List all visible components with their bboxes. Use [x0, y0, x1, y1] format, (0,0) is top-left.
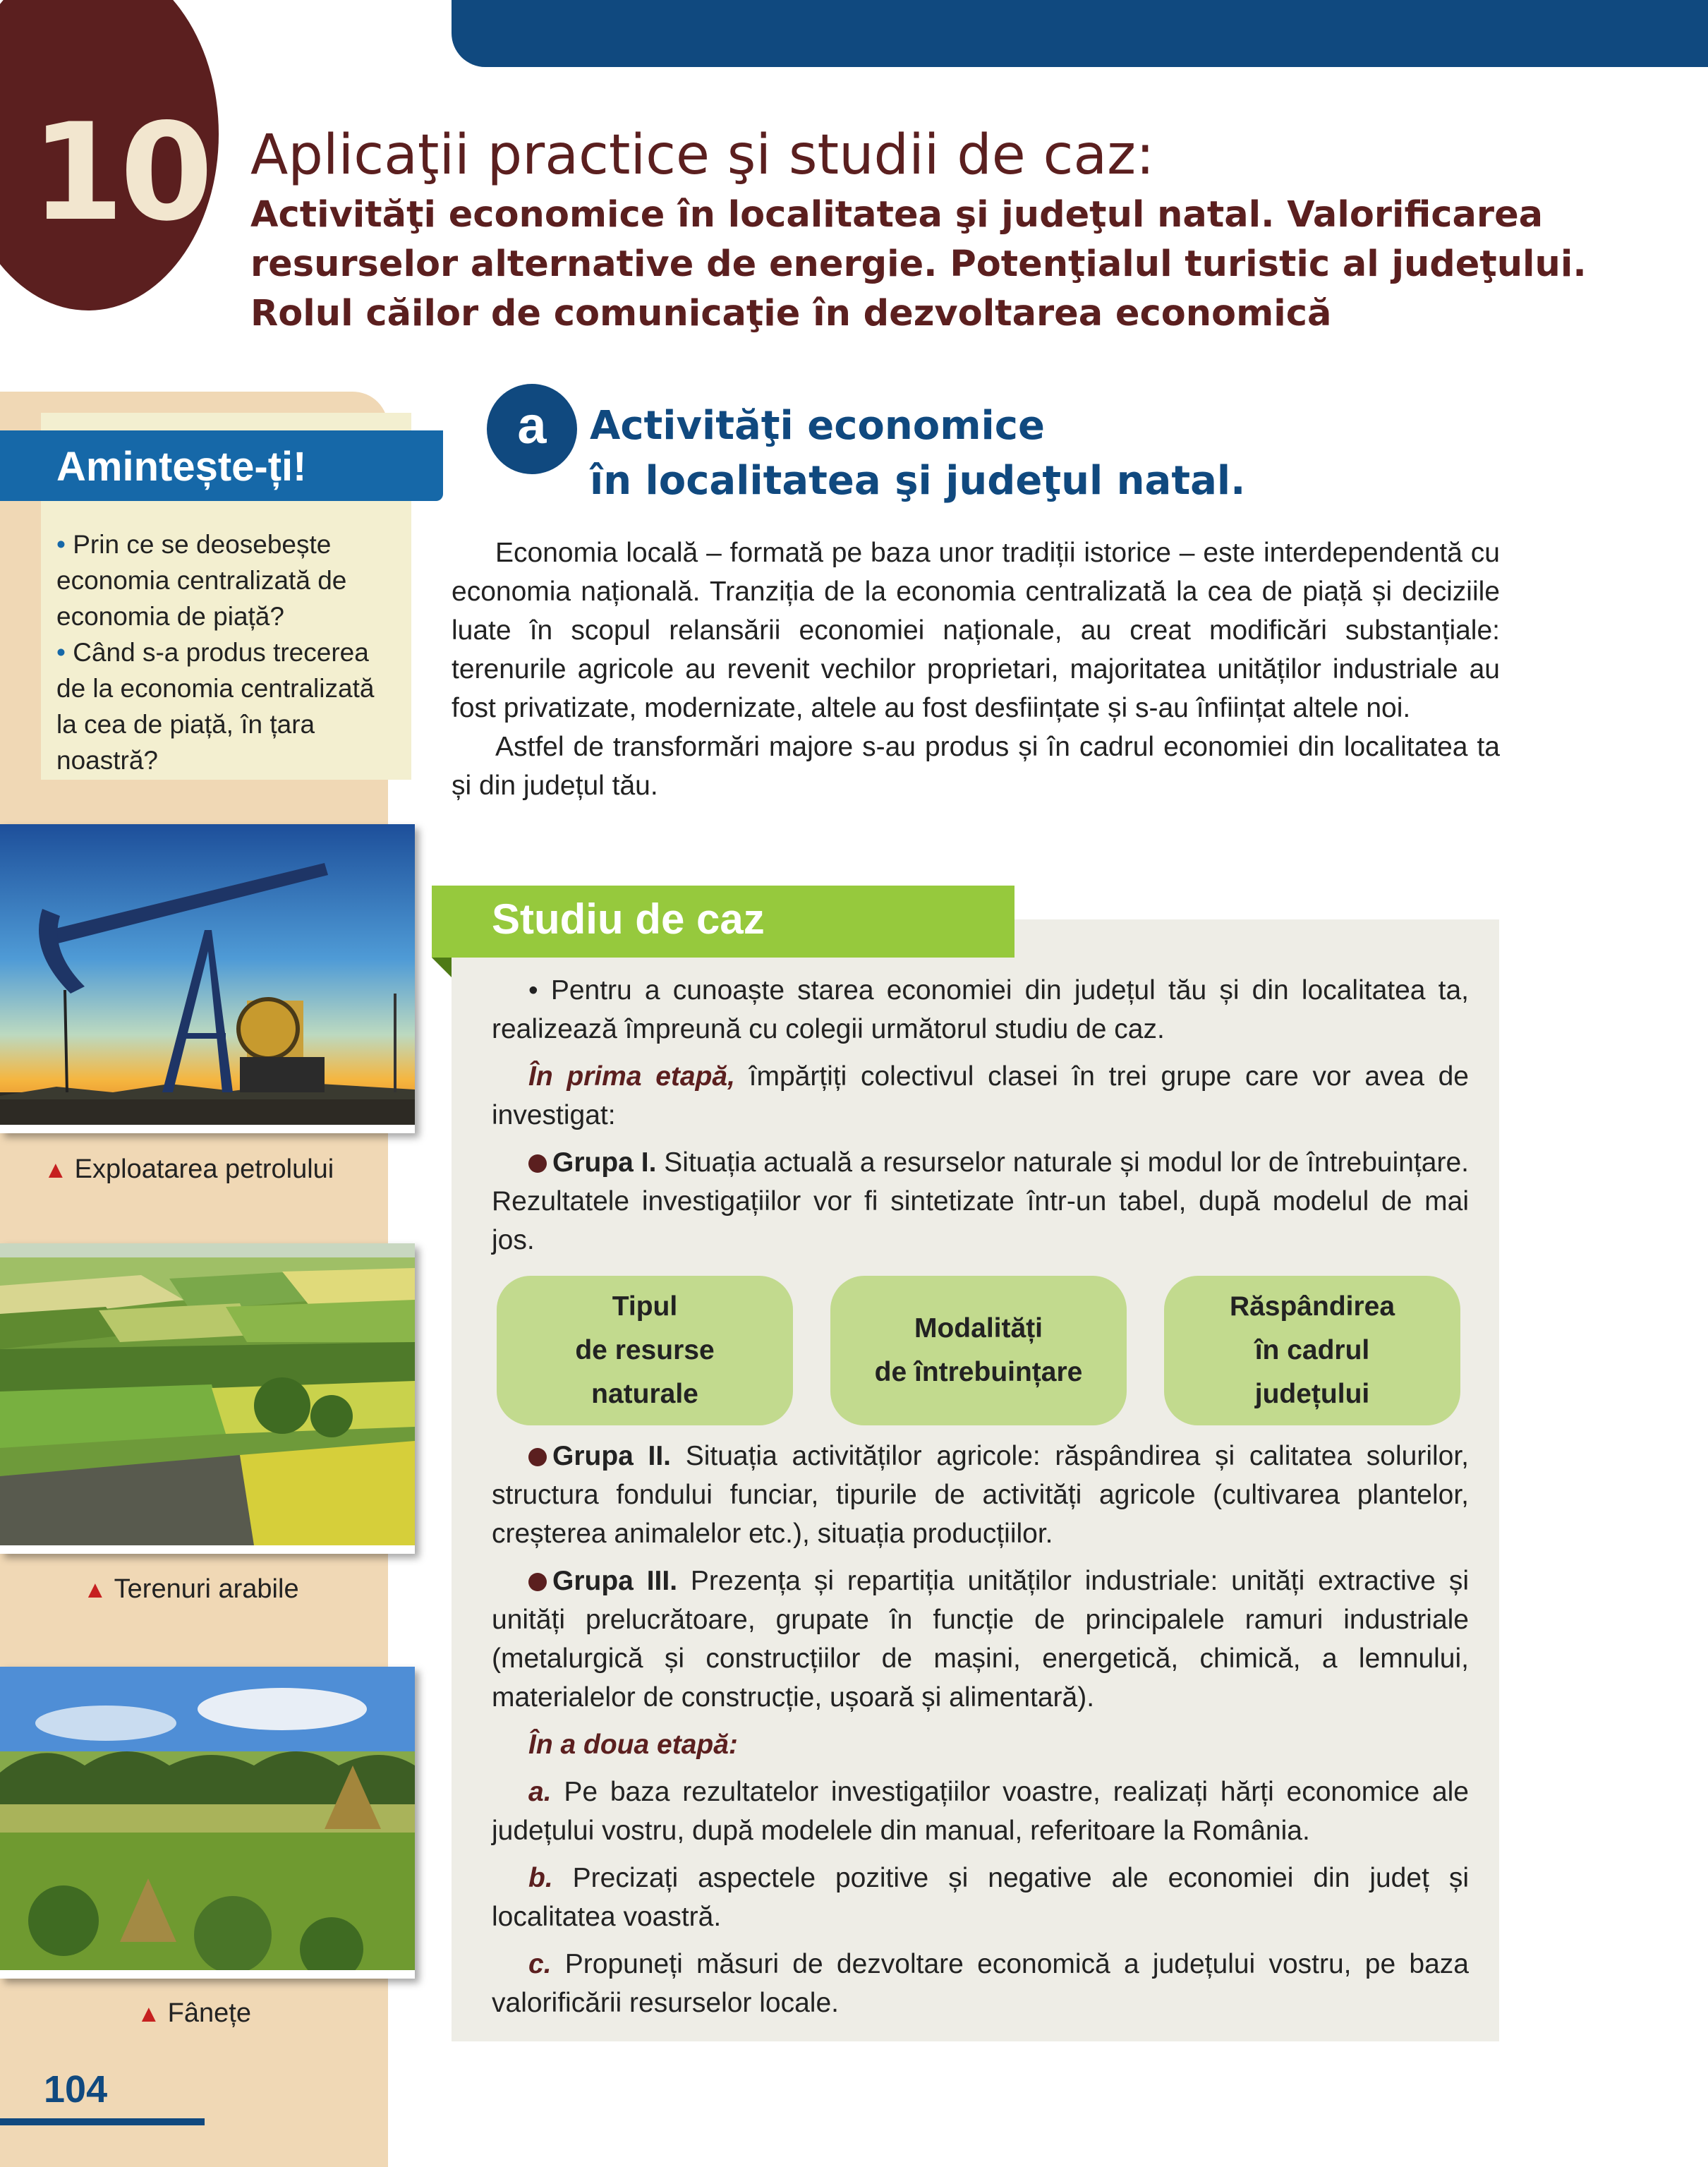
- photo-oil-pump: [0, 824, 415, 1133]
- page-number: 104: [44, 2068, 108, 2111]
- subtitle-line: Activităţi economice în localitatea şi judeţul natal. Valorificarea: [250, 194, 1544, 236]
- remember-questions: [56, 526, 395, 778]
- photo-caption: [83, 1574, 299, 1605]
- bullet-icon: •: [56, 530, 66, 559]
- group2: [492, 1437, 1469, 1553]
- stage-text: împărțiți colectivul clasei în trei grupe care vor avea de investigat:: [492, 1061, 1469, 1130]
- case-study-intro: • Pentru a cunoaște starea economiei din județul tău și din localitatea ta, realizează împreună cu colegii următorul studiu de caz.: [492, 975, 1469, 1044]
- triangle-icon: ▲: [44, 1157, 68, 1183]
- bullet-icon: •: [56, 638, 66, 667]
- header-line: Modalități: [914, 1313, 1043, 1344]
- group-label: Grupa III.: [552, 1566, 678, 1596]
- photo-arable-land: [0, 1243, 415, 1554]
- group-text: Situația actuală a resurselor naturale și modul lor de întrebuințare. Rezultatele investigațiilor vor fi sintetizate într-un tabel, după modelul de mai jos.: [492, 1147, 1469, 1255]
- stage1: [492, 1057, 1469, 1135]
- table-header-usage: [830, 1276, 1127, 1425]
- task-a: [492, 1773, 1469, 1850]
- header-line: județului: [1254, 1379, 1370, 1409]
- header-line: Tipul: [612, 1291, 678, 1322]
- caption-text: Terenuri arabile: [114, 1574, 299, 1604]
- photo-hayfields: [0, 1667, 415, 1979]
- paragraph: Astfel de transformări majore s-au produs și în cadrul economiei din localitatea ta și din județul tău.: [452, 732, 1500, 801]
- chapter-number: 10: [30, 95, 210, 250]
- header-bar: [452, 0, 1708, 67]
- section-body: [452, 533, 1500, 805]
- model-table-header: [497, 1276, 1462, 1425]
- group3: [492, 1562, 1469, 1717]
- subtitle-line: Rolul căilor de comunicaţie în dezvoltarea economică: [250, 293, 1332, 334]
- task-text: Propuneți măsuri de dezvoltare economică a județului vostru, pe baza valorificării resurselor locale.: [492, 1949, 1469, 2018]
- table-header-distribution: [1164, 1276, 1460, 1425]
- chapter-title: Aplicaţii practice şi studii de caz:: [250, 123, 1155, 187]
- task-text: Precizați aspectele pozitive și negative ale economiei din județ și localitatea voastră.: [492, 1863, 1470, 1932]
- task-b: [492, 1859, 1469, 1936]
- section-title: [590, 399, 1245, 509]
- header-line: Răspândirea: [1229, 1291, 1395, 1322]
- group-label: Grupa I.: [552, 1147, 657, 1178]
- caption-text: Exploatarea petrolului: [74, 1154, 334, 1184]
- remember-question: [56, 634, 395, 778]
- task-label: a.: [528, 1777, 552, 1807]
- case-study-tab-fold: [432, 958, 452, 977]
- group-text: Situația activităților agricole: răspândirea și calitatea solurilor, structura fondului funciar, tipurile de activități agricole (cultivarea plantelor, creșterea animalelor etc.), situația producțiilor.: [492, 1441, 1470, 1549]
- case-study-text: [492, 971, 1469, 1268]
- header-line: în cadrul: [1254, 1335, 1370, 1365]
- section-letter: a: [517, 396, 547, 454]
- chapter-subtitle: [250, 191, 1591, 339]
- subtitle-line: resurselor alternative de energie. Potenţialul turistic al judeţului.: [250, 243, 1587, 285]
- paragraph: Economia locală – formată pe baza unor tradiții istorice – este interdependentă cu economia națională. Tranziția de la economia centralizată la cea de piață și deciziile luate în scopul relansării economiei naționale, au creat modificări substanțiale: terenurile agricole au revenit vechilor proprietari, majoritatea unităților industriale au fost privatizate, modernizate, altele au fost desființate și s-au înființat altele noi.: [452, 538, 1500, 723]
- question-text: Prin ce se deosebește economia centralizată de economia de piață?: [56, 530, 347, 631]
- table-header-resources: [497, 1276, 793, 1425]
- header-line: de întrebuințare: [874, 1357, 1083, 1387]
- photo-caption: [137, 1998, 251, 2029]
- stage2: [492, 1725, 1469, 1764]
- group-text: Prezența și repartiția unităților industriale: unități extractive și unități prelucrătoare, grupate în funcție de principalele ramuri industriale (metalurgică și construcțiilor de mașini, energetică, chimică, a lemnului, materialelor de construcție, ușoară și alimentară).: [492, 1566, 1469, 1713]
- stage-label: În a doua etapă:: [528, 1730, 738, 1760]
- bullet-dot-icon: [528, 1154, 547, 1173]
- page-number-rule: [0, 2118, 205, 2125]
- task-c: [492, 1945, 1469, 2022]
- case-study-title: Studiu de caz: [492, 895, 765, 943]
- question-text: Când s-a produs trecerea de la economia centralizată la cea de piață, în țara noastră?: [56, 638, 375, 775]
- header-line: de resurse: [575, 1335, 715, 1365]
- section-title-line: în localitatea şi judeţul natal.: [590, 458, 1246, 504]
- bullet-dot-icon: [528, 1573, 547, 1591]
- caption-text: Fânețe: [167, 1998, 251, 2028]
- remember-title: Amintește-ți!: [56, 444, 307, 490]
- remember-question: [56, 526, 395, 634]
- header-line: naturale: [591, 1379, 698, 1409]
- triangle-icon: ▲: [83, 1576, 107, 1603]
- photo-caption: [44, 1154, 334, 1185]
- stage-label: În prima etapă,: [528, 1061, 735, 1092]
- task-label: b.: [528, 1863, 553, 1893]
- section-title-line: Activităţi economice: [590, 403, 1045, 449]
- group1: [492, 1143, 1469, 1260]
- triangle-icon: ▲: [137, 2000, 161, 2027]
- task-label: c.: [528, 1949, 552, 1979]
- case-study-text-continued: [492, 1437, 1469, 2031]
- group-label: Grupa II.: [552, 1441, 672, 1471]
- task-text: Pe baza rezultatelor investigațiilor voastre, realizați hărți economice ale județului vostru, după modelele din manual, referitoare la România.: [492, 1777, 1469, 1846]
- bullet-dot-icon: [528, 1448, 547, 1466]
